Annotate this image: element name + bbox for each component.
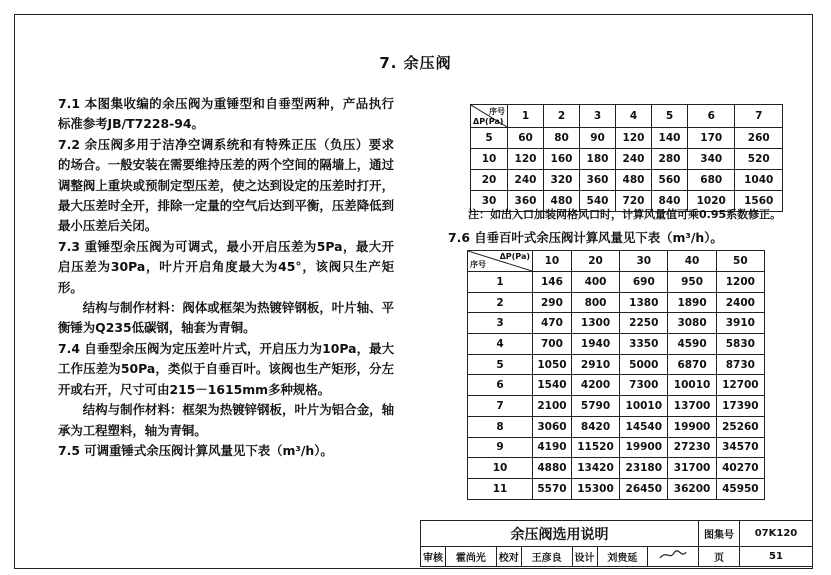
table-header-row	[471, 105, 783, 128]
table-row	[471, 128, 783, 149]
row-header: 1	[468, 272, 533, 293]
table-row	[468, 416, 765, 437]
table-cell: 2250	[620, 313, 668, 334]
table-cell: 13420	[571, 458, 619, 479]
col-header: 6	[688, 105, 735, 128]
table-cell: 4880	[533, 458, 572, 479]
table-cell: 180	[580, 149, 616, 170]
page-label: 页	[699, 547, 740, 567]
table-cell: 480	[616, 170, 652, 191]
table-cell: 26450	[620, 478, 668, 499]
table-cell: 680	[688, 170, 735, 191]
checker-name: 王彦良	[521, 547, 572, 567]
table-cell: 12700	[716, 375, 764, 396]
body-text	[58, 94, 394, 461]
table-row	[468, 458, 765, 479]
table-cell: 3910	[716, 313, 764, 334]
table-cell: 17390	[716, 396, 764, 417]
row-header: 7	[468, 396, 533, 417]
col-header: 30	[620, 251, 668, 272]
atlas-number: 07K120	[740, 521, 813, 547]
row-header: 30	[471, 191, 508, 212]
col-header: 7	[735, 105, 783, 128]
table-cell: 1300	[571, 313, 619, 334]
design-label: 设计	[572, 547, 597, 567]
designer-name: 刘贵延	[597, 547, 648, 567]
table-cell: 280	[652, 149, 688, 170]
table-cell: 1050	[533, 354, 572, 375]
table-cell: 3060	[533, 416, 572, 437]
table-cell: 120	[508, 149, 544, 170]
table-cell: 1020	[688, 191, 735, 212]
para-7-2: 7.2 余压阀多用于洁净空调系统和有特殊正压（负压）要求的场合。一般安装在需要维持压差的两个空间的隔墙上，通过调整阀上重块或预制定型压差，使之达到设定的压差时打开，最大压差时全开，排除一定量的空气后达到平衡，压差降低到最小压差后关闭。	[58, 136, 394, 234]
col-header: 50	[716, 251, 764, 272]
table-cell: 690	[620, 272, 668, 293]
col-header: 40	[668, 251, 716, 272]
table-cell: 840	[652, 191, 688, 212]
table-cell: 4200	[571, 375, 619, 396]
table-cell: 520	[735, 149, 783, 170]
table-cell: 10010	[620, 396, 668, 417]
table-cell: 25260	[716, 416, 764, 437]
table-cell: 240	[616, 149, 652, 170]
table-cell: 31700	[668, 458, 716, 479]
table-row	[471, 149, 783, 170]
table-corner-cell	[468, 251, 533, 272]
row-header: 10	[471, 149, 508, 170]
table-cell: 1560	[735, 191, 783, 212]
signature-scribble	[658, 548, 688, 562]
table-corner-cell	[471, 105, 508, 128]
table-row	[468, 478, 765, 499]
table-cell: 1380	[620, 292, 668, 313]
table-cell: 290	[533, 292, 572, 313]
corner-label-bottom: ΔP(Pa)	[473, 117, 504, 126]
table-cell: 14540	[620, 416, 668, 437]
col-header: 2	[544, 105, 580, 128]
table-row	[468, 313, 765, 334]
table-cell: 3350	[620, 334, 668, 355]
drawing-title: 余压阀选用说明	[421, 521, 699, 547]
table-cell: 2910	[571, 354, 619, 375]
para-7-3-materials: 结构与制作材料：阀体或框架为热镀锌钢板，叶片轴、平衡锤为Q235低碳钢，轴套为青铜。	[58, 300, 394, 336]
title-block	[420, 520, 813, 567]
table-cell: 120	[616, 128, 652, 149]
table-cell: 170	[688, 128, 735, 149]
col-header: 1	[508, 105, 544, 128]
table-cell: 34570	[716, 437, 764, 458]
corner-label-top: ΔP(Pa)	[499, 252, 530, 261]
atlas-label: 图集号	[699, 521, 740, 547]
table-header-row	[468, 251, 765, 272]
row-header: 11	[468, 478, 533, 499]
table-row	[468, 292, 765, 313]
table-cell: 400	[571, 272, 619, 293]
table-cell: 11520	[571, 437, 619, 458]
table-cell: 60	[508, 128, 544, 149]
table-self-closing-airflow	[467, 250, 765, 500]
table-cell: 19900	[620, 437, 668, 458]
table-cell: 1040	[735, 170, 783, 191]
section-title: 7. 余压阀	[379, 54, 452, 72]
table-cell: 146	[533, 272, 572, 293]
para-7-1: 7.1 本图集收编的余压阀为重锤型和自垂型两种，产品执行标准参考JB/T7228-94。	[58, 96, 394, 132]
table-row	[468, 375, 765, 396]
table-cell: 8730	[716, 354, 764, 375]
table-cell: 13700	[668, 396, 716, 417]
table-cell: 15300	[571, 478, 619, 499]
row-header: 10	[468, 458, 533, 479]
table-row	[471, 170, 783, 191]
table-cell: 560	[652, 170, 688, 191]
table2-caption: 7.6 自垂百叶式余压阀计算风量见下表（m³/h）。	[448, 230, 723, 245]
col-header: 4	[616, 105, 652, 128]
check-label: 校对	[496, 547, 521, 567]
table-cell: 6870	[668, 354, 716, 375]
table-cell: 540	[580, 191, 616, 212]
table-cell: 240	[508, 170, 544, 191]
col-header: 3	[580, 105, 616, 128]
table-row	[468, 272, 765, 293]
table-cell: 7300	[620, 375, 668, 396]
table-cell: 36200	[668, 478, 716, 499]
table-cell: 320	[544, 170, 580, 191]
table-cell: 5830	[716, 334, 764, 355]
review-label: 审核	[421, 547, 446, 567]
row-header: 9	[468, 437, 533, 458]
row-header: 5	[471, 128, 508, 149]
table-cell: 10010	[668, 375, 716, 396]
table-cell: 2400	[716, 292, 764, 313]
row-header: 4	[468, 334, 533, 355]
table-cell: 360	[508, 191, 544, 212]
row-header: 6	[468, 375, 533, 396]
table-cell: 8420	[571, 416, 619, 437]
col-header: 20	[571, 251, 619, 272]
corner-label-top: 序号	[489, 107, 505, 116]
reviewer-name: 霍尚光	[446, 547, 497, 567]
table-cell: 480	[544, 191, 580, 212]
row-header: 3	[468, 313, 533, 334]
table-cell: 19900	[668, 416, 716, 437]
table-cell: 800	[571, 292, 619, 313]
table-cell: 720	[616, 191, 652, 212]
row-header: 2	[468, 292, 533, 313]
table-cell: 5790	[571, 396, 619, 417]
table-cell: 1890	[668, 292, 716, 313]
table-cell: 260	[735, 128, 783, 149]
para-7-3: 7.3 重锤型余压阀为可调式，最小开启压差为5Pa，最大开启压差为30Pa，叶片开启角度最大为45°，该阀只生产矩形。	[58, 238, 394, 295]
table-cell: 90	[580, 128, 616, 149]
table-row	[468, 354, 765, 375]
table-cell: 1540	[533, 375, 572, 396]
designer-signature	[648, 547, 699, 567]
para-7-4: 7.4 自垂型余压阀为定压差叶片式，开启压力为10Pa，最大工作压差为50Pa，类似于自垂百叶。该阀也生产矩形，分左开或右开，尺寸可由215－1615mm多种规格。	[58, 340, 394, 397]
table-row	[468, 437, 765, 458]
para-7-4-materials: 结构与制作材料：框架为热镀锌钢板，叶片为铝合金，轴承为工程塑料，轴为青铜。	[58, 402, 394, 438]
table-cell: 45950	[716, 478, 764, 499]
table-cell: 27230	[668, 437, 716, 458]
table-cell: 40270	[716, 458, 764, 479]
corner-label-bottom: 序号	[470, 260, 486, 269]
table-cell: 700	[533, 334, 572, 355]
col-header: 10	[533, 251, 572, 272]
table-cell: 360	[580, 170, 616, 191]
table-heavy-hammer-airflow	[470, 104, 783, 212]
table-cell: 5000	[620, 354, 668, 375]
row-header: 5	[468, 354, 533, 375]
row-header: 8	[468, 416, 533, 437]
table-cell: 4190	[533, 437, 572, 458]
table-cell: 340	[688, 149, 735, 170]
table1-note: 注：如出入口加装网格风口时，计算风量值可乘0.95系数修正。	[468, 208, 782, 221]
page-number: 51	[740, 547, 813, 567]
table-cell: 23180	[620, 458, 668, 479]
table-cell: 4590	[668, 334, 716, 355]
table-row	[468, 334, 765, 355]
row-header: 20	[471, 170, 508, 191]
para-7-5: 7.5 可调重锤式余压阀计算风量见下表（m³/h）。	[58, 442, 333, 458]
col-header: 5	[652, 105, 688, 128]
table-cell: 3080	[668, 313, 716, 334]
table-cell: 160	[544, 149, 580, 170]
table-cell: 470	[533, 313, 572, 334]
table-cell: 1200	[716, 272, 764, 293]
table-cell: 950	[668, 272, 716, 293]
table-cell: 80	[544, 128, 580, 149]
table-row	[468, 396, 765, 417]
table-cell: 140	[652, 128, 688, 149]
table-cell: 2100	[533, 396, 572, 417]
table-cell: 1940	[571, 334, 619, 355]
table-cell: 5570	[533, 478, 572, 499]
